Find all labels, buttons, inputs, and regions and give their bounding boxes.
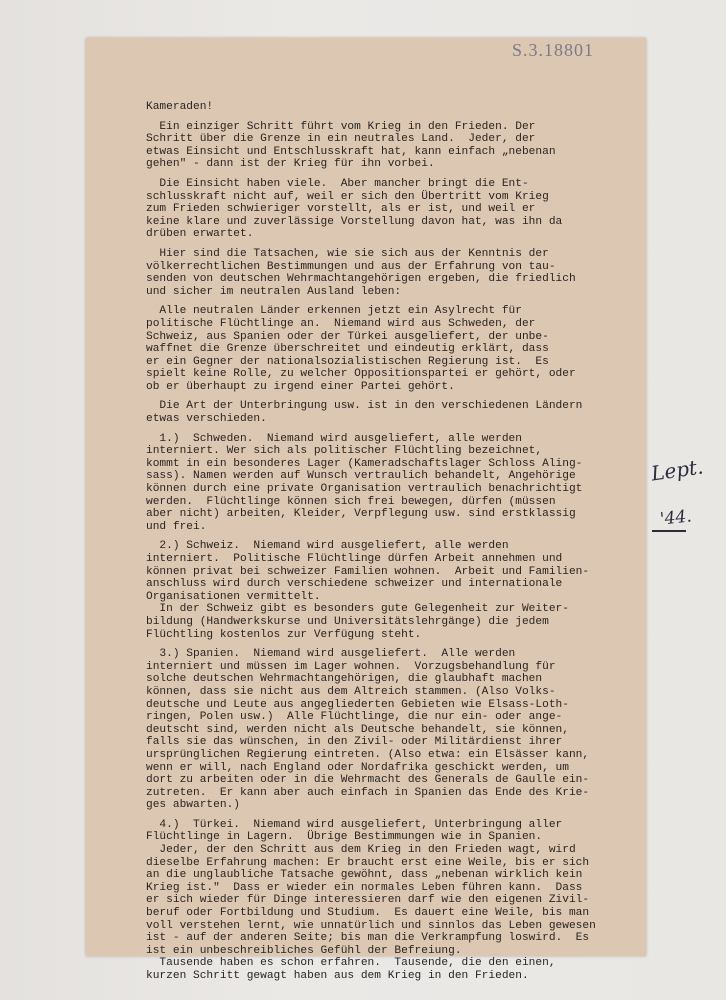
text-line: etwas verschieden. bbox=[146, 413, 267, 426]
text-line: Krieg ist." Dass er wieder ein normales Leben führen kann. Dass bbox=[146, 881, 583, 894]
text-line: ringen, Polen usw.) Alle Flüchtlinge, die nur ein- oder ange- bbox=[146, 711, 563, 724]
text-line: ges abwarten.) bbox=[146, 799, 240, 812]
leaflet-text bbox=[146, 101, 636, 983]
text-line: senden von deutschen Wehrmachtangehörigen ergeben, die friedlich bbox=[146, 273, 576, 286]
text-line: Schritt über die Grenze in ein neutrales Land. Jeder, der bbox=[146, 133, 536, 146]
text-line: deutscht sind, werden nicht als Deutsche behandelt, sie können, bbox=[146, 723, 569, 736]
text-line: völkerrechtlichen Bestimmungen und aus der Erfahrung von tau- bbox=[146, 260, 556, 273]
margin-note-date: '44. bbox=[659, 506, 693, 530]
text-line: anschluss wird durch verschiedene schweizer und internationale bbox=[146, 578, 563, 591]
text-line: ist - auf der anderen Seite; bis man die Verkrampfung loswird. Es bbox=[146, 932, 590, 945]
text-line: Die Art der Unterbringung usw. ist in den verschiedenen Ländern bbox=[146, 400, 583, 413]
text-line: keine klare und zuverlässige Vorstellung davon hat, was ihn da bbox=[146, 215, 563, 228]
text-line: bildung (Handwerkskurse und Universitätslehrgänge) die jedem bbox=[146, 615, 549, 628]
paragraph-gap bbox=[146, 114, 636, 121]
text-line: können, dass sie nicht aus dem Altreich stammen. (Also Volks- bbox=[146, 685, 556, 698]
text-line: wenn er will, nach England oder Nordafrika geschickt werden, um bbox=[146, 761, 569, 774]
text-line: an die unglaubliche Tatsache gewöhnt, dass „nebenan wirklich kein bbox=[146, 869, 583, 882]
text-line: aber nicht) arbeiten, Kleider, Verpflegung usw. sind erstklassig bbox=[146, 508, 576, 521]
text-line: Flüchtlinge in Lagern. Übrige Bestimmungen wie in Spanien. bbox=[146, 831, 543, 844]
text-line: können privat bei schweizer Familien wohnen. Arbeit und Familien- bbox=[146, 565, 590, 578]
paragraph-gap bbox=[146, 641, 636, 648]
text-line: kommt in ein besonderes Lager (Kameradschaftslager Schloss Aling- bbox=[146, 457, 583, 470]
text-line: falls sie das wünschen, in den Zivil- oder Militärdienst ihrer bbox=[146, 736, 563, 749]
salutation: Kameraden! bbox=[146, 101, 214, 113]
paragraph-gap bbox=[146, 298, 636, 305]
archive-number: S.3.18801 bbox=[512, 40, 595, 60]
text-line: dort zu arbeiten oder in die Wehrmacht des Generals de Gaulle ein- bbox=[146, 774, 590, 787]
text-line: Die Einsicht haben viele. Aber mancher bringt die Ent- bbox=[146, 177, 529, 190]
paragraph-gap bbox=[146, 241, 636, 248]
text-line: ob er überhaupt zu irgend einer Partei gehört. bbox=[146, 380, 455, 393]
text-line: schlusskraft nicht auf, weil er sich den Übertritt vom Krieg bbox=[146, 190, 549, 203]
text-line: 1.) Schweden. Niemand wird ausgeliefert, alle werden bbox=[146, 432, 522, 445]
text-line: ursprünglichen Regierung eintreten. (Also etwa: ein Elsässer kann, bbox=[146, 748, 590, 761]
text-line: drüben erwartet. bbox=[146, 228, 254, 241]
text-line: deutsche und Leute aus angegliederten Gebieten wie Elsass-Loth- bbox=[146, 698, 569, 711]
text-line: In der Schweiz gibt es besonders gute Gelegenheit zur Weiter- bbox=[146, 603, 569, 616]
text-line: kurzen Schritt gewagt haben aus dem Krieg in den Frieden. bbox=[146, 970, 529, 982]
text-line: Jeder, der den Schritt aus dem Krieg in den Frieden wagt, wird bbox=[146, 844, 576, 857]
text-line: Alle neutralen Länder erkennen jetzt ein Asylrecht für bbox=[146, 305, 522, 318]
text-line: interniert. Politische Flüchtlinge dürfen Arbeit annehmen und bbox=[146, 553, 563, 565]
text-line: zum Frieden schwieriger vorstellt, als er ist, und weil er bbox=[146, 203, 536, 216]
margin-note: Lept. bbox=[649, 454, 705, 486]
text-line: können durch eine private Organisation vertraulich benachrichtigt bbox=[146, 483, 583, 496]
text-line: gehen" - dann ist der Krieg für ihn vorbei. bbox=[146, 158, 435, 171]
text-line: Flüchtling kostenlos zur Verfügung steht. bbox=[146, 628, 422, 641]
paragraph-gap bbox=[146, 171, 636, 178]
paragraph-gap bbox=[146, 533, 636, 540]
text-line: 3.) Spanien. Niemand wird ausgeliefert. Alle werden bbox=[146, 648, 516, 661]
text-line: er sich wieder für Dinge interessieren darf wie den eigenen Zivil- bbox=[146, 894, 590, 907]
text-line: 2.) Schweiz. Niemand wird ausgeliefert, alle werden bbox=[146, 540, 509, 553]
text-line: dieselbe Erfahrung machen: Er braucht erst eine Weile, bis er sich bbox=[146, 856, 590, 869]
text-line: beruf oder Fortbildung und Studium. Es dauert eine Weile, bis man bbox=[146, 907, 590, 920]
text-line: solche deutschen Wehrmachtangehörigen, die glaubhaft machen bbox=[146, 673, 543, 686]
text-line: zutreten. Er kann aber auch einfach in Spanien das Ende des Krie- bbox=[146, 786, 590, 799]
text-line: und sicher im neutralen Ausland leben: bbox=[146, 285, 402, 298]
paragraph-gap bbox=[146, 393, 636, 400]
text-line: etwas Einsicht und Entschlusskraft hat, kann einfach „nebenan bbox=[146, 145, 556, 158]
text-line: interniert. Wer sich als politischer Flüchtling bezeichnet, bbox=[146, 445, 543, 458]
text-line: politische Flüchtlinge an. Niemand wird aus Schweden, der bbox=[146, 317, 536, 330]
text-line: spielt keine Rolle, zu welcher Oppositionspartei er gehört, oder bbox=[146, 368, 576, 381]
text-line: 4.) Türkei. Niemand wird ausgeliefert, Unterbringung aller bbox=[146, 818, 563, 831]
text-line: und frei. bbox=[146, 520, 207, 533]
text-line: Hier sind die Tatsachen, wie sie sich aus der Kenntnis der bbox=[146, 247, 549, 260]
text-line: Organisationen vermittelt. bbox=[146, 590, 321, 603]
text-line: Tausende haben es schon erfahren. Tausende, die den einen, bbox=[146, 957, 556, 970]
paragraph-gap bbox=[146, 426, 636, 433]
margin-underline bbox=[652, 530, 686, 532]
text-line: er ein Gegner der nationalsozialistischen Regierung ist. Es bbox=[146, 355, 549, 368]
text-line: interniert und müssen im Lager wohnen. Vorzugsbehandlung für bbox=[146, 660, 556, 673]
text-line: ist ein unbeschreibliches Gefühl der Befreiung. bbox=[146, 944, 462, 957]
text-line: Schweiz, aus Spanien oder der Türkei ausgeliefert, der unbe- bbox=[146, 330, 549, 343]
text-line: werden. Flüchtlinge können sich frei bewegen, dürfen (müssen bbox=[146, 495, 556, 508]
text-line: voll verstehen lernt, wie unnatürlich und sinnlos das Leben gewesen bbox=[146, 919, 596, 932]
paragraph-gap bbox=[146, 812, 636, 819]
text-line: waffnet die Grenze überschreitet und eindeutig erklärt, dass bbox=[146, 343, 549, 356]
text-line: sass). Namen werden auf Wunsch vertraulich behandelt, Angehörige bbox=[146, 470, 576, 483]
text-line: Ein einziger Schritt führt vom Krieg in den Frieden. Der bbox=[146, 120, 536, 133]
